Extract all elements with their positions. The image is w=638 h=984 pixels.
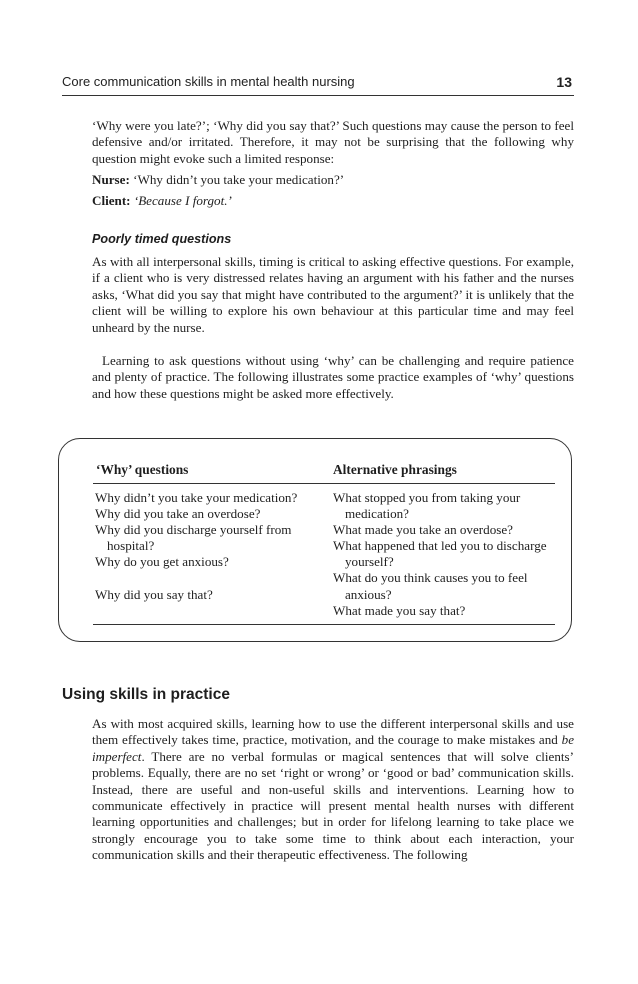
paragraph-practice (92, 716, 574, 864)
dialogue-text-client: ‘Because I forgot.’ (133, 193, 232, 208)
table-cell-why-2: Why did you take an overdose? (95, 506, 261, 522)
table-header-alternative: Alternative phrasings (333, 462, 457, 477)
paragraph-practice-part2: . There are no verbal formulas or magical sentences that will solve clients’ problems. Equally, there are no set ‘right or wrong’ or ‘good or bad’ communication skills. Instead, there are useful and non-useful skills and interventions. Learning how to communicate effectively in practice will present mental health nurses with different learning opportunities and challenges; but in order for lifelong learning to take place we strongly encourage you to take some time to think about each interaction, your communication skills and their therapeutic effectiveness. The following (92, 748, 574, 863)
paragraph-practice-part1: As with most acquired skills, learning how to use the different interpersonal skills and use them effectively takes time, practice, motivation, and the courage to make mistakes and (92, 716, 574, 748)
table-cell-alt-4: What do you think causes you to feel anxious? (333, 570, 528, 602)
table-cell-why-5: Why did you say that? (95, 586, 213, 602)
table-cell-alt-5: What made you say that? (333, 602, 466, 618)
subheading-poorly-timed: Poorly timed questions (92, 232, 232, 246)
table-cell-why-1: Why didn’t you take your medication? (95, 490, 298, 505)
dialogue-speaker-nurse: Nurse: (92, 172, 130, 187)
dialogue-speaker-client: Client: (92, 193, 131, 208)
table-column-why (95, 490, 320, 603)
dialogue-text-nurse: ‘Why didn’t you take your medication?’ (133, 172, 345, 187)
intro-paragraph: ‘Why were you late?’; ‘Why did you say that?’ Such questions may cause the person to feel defensive and/or irritated. Therefore, it may not be surprising that the following why question might evoke such a limited response: (92, 118, 574, 166)
table-header-rule (93, 483, 555, 484)
table-bottom-rule (93, 624, 555, 625)
paragraph-learning: Learning to ask questions without using ‘why’ can be challenging and require patience and plenty of practice. The following illustrates some practice examples of ‘why’ questions and how these questions might be asked more effectively. (92, 353, 574, 401)
table-header-why: ‘Why’ questions (96, 462, 189, 477)
table-column-alternative (333, 490, 558, 619)
section-heading-using-skills: Using skills in practice (62, 686, 230, 703)
table-spacer (95, 570, 320, 586)
header-rule (62, 95, 574, 96)
dialogue-nurse (92, 172, 574, 188)
paragraph-practice-emphasis: be imperfect (92, 732, 574, 764)
page-number: 13 (556, 74, 572, 90)
table-cell-alt-3: What happened that led you to discharge yourself? (333, 538, 547, 570)
running-header-title: Core communication skills in mental health nursing (62, 74, 355, 89)
paragraph-timing: As with all interpersonal skills, timing is critical to asking effective questions. For example, if a client who is very distressed relates having an argument with his father and the nurses asks, ‘What did you say that might have contributed to the argument?’ it is unlikely that the client will be willing to explore his own behaviour at this particular time and may feel unheard by the nurse. (92, 254, 574, 335)
dialogue-client (92, 193, 574, 209)
table-cell-alt-2: What made you take an overdose? (333, 522, 513, 538)
running-header (62, 74, 572, 94)
table-cell-why-3: Why did you discharge yourself from hospital? (95, 522, 292, 554)
table-cell-alt-1: What stopped you from taking your medication? (333, 490, 521, 522)
table-cell-why-4: Why do you get anxious? (95, 554, 229, 570)
